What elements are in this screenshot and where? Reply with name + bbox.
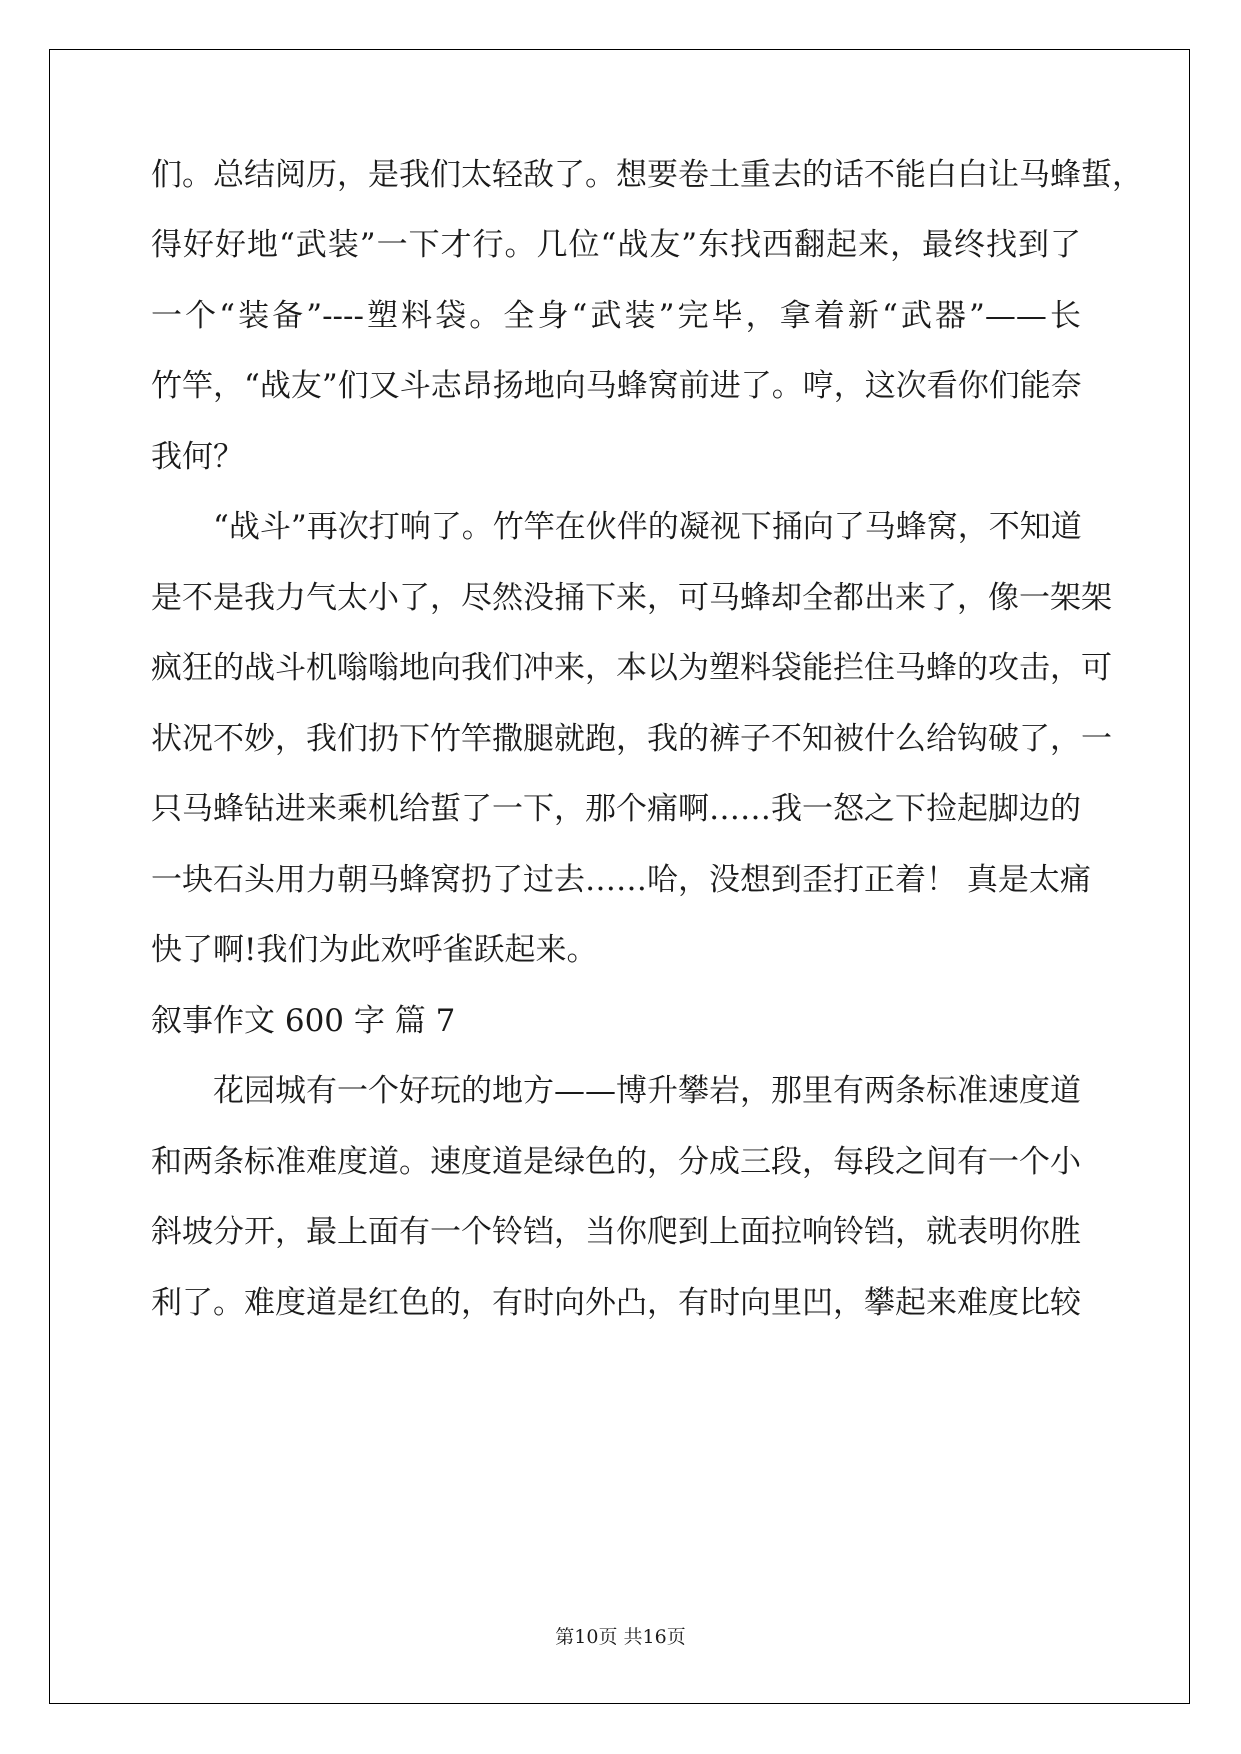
page-number-footer: 第10页 共16页: [555, 1626, 686, 1648]
text-line: 是不是我力气太小了，尽然没捅下来，可马蜂却全都出来了，像一架架: [151, 580, 1112, 616]
text-line: 一个“装备”----塑料袋。全身“武装”完毕，拿着新“武器”——长: [151, 298, 1081, 334]
paragraph-start-line: 花园城有一个好玩的地方——博升攀岩，那里有两条标准速度道: [213, 1073, 1081, 1109]
text-line: 斜坡分开，最上面有一个铃铛，当你爬到上面拉响铃铛，就表明你胜: [151, 1214, 1081, 1250]
text-line: 疯狂的战斗机嗡嗡地向我们冲来，本以为塑料袋能拦住马蜂的攻击，可: [151, 650, 1112, 686]
text-line: 们。总结阅历，是我们太轻敌了。想要卷土重去的话不能白白让马蜂蜇，: [151, 157, 1143, 193]
text-line: 快了啊!我们为此欢呼雀跃起来。: [151, 932, 598, 968]
section-heading: 叙事作文 600 字 篇 7: [151, 1003, 456, 1039]
text-line: 竹竿，“战友”们又斗志昂扬地向马蜂窝前进了。哼，这次看你们能奈: [151, 368, 1082, 404]
paragraph-start-line: “战斗”再次打响了。竹竿在伙伴的凝视下捅向了马蜂窝，不知道: [213, 509, 1082, 545]
text-line: 利了。难度道是红色的，有时向外凸，有时向里凹，攀起来难度比较: [151, 1285, 1081, 1321]
text-line: 和两条标准难度道。速度道是绿色的，分成三段，每段之间有一个小: [151, 1144, 1081, 1180]
text-line: 得好好地“武装”一下才行。几位“战友”东找西翻起来，最终找到了: [151, 227, 1081, 263]
text-line: 我何？: [151, 439, 244, 475]
text-line: 状况不妙，我们扔下竹竿撒腿就跑，我的裤子不知被什么给钩破了，一: [151, 721, 1112, 757]
text-line: 一块石头用力朝马蜂窝扔了过去……哈，没想到歪打正着！ 真是太痛: [151, 862, 1091, 898]
text-line: 只马蜂钻进来乘机给蜇了一下，那个痛啊……我一怒之下捡起脚边的: [151, 791, 1081, 827]
